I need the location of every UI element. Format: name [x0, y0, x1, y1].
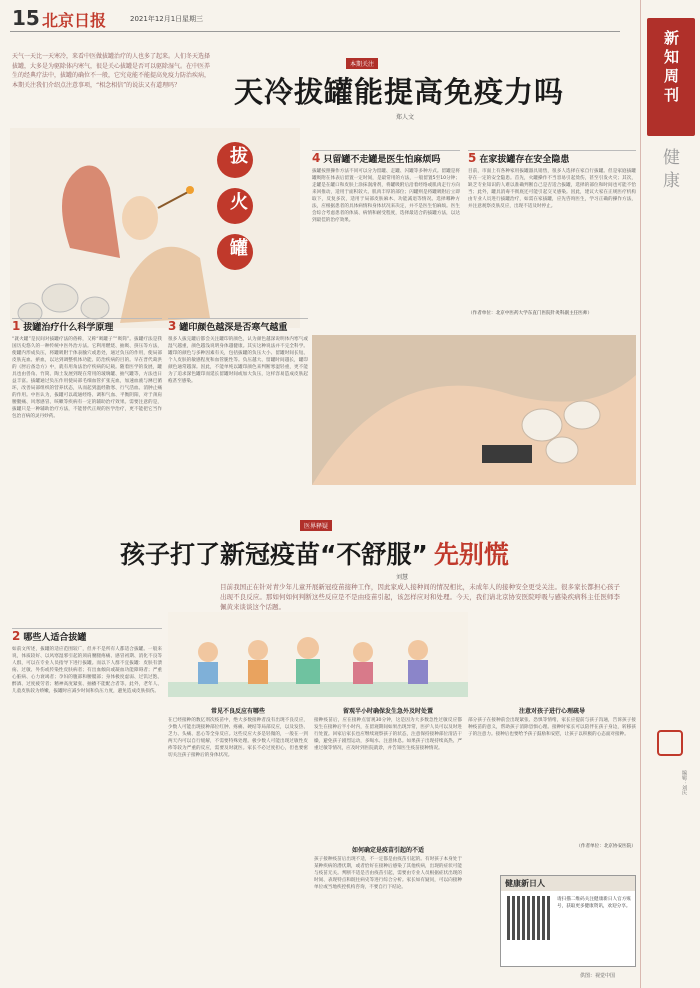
- paper-name: 北京日报: [42, 11, 107, 30]
- vertical-caption: 拔火罐: [227, 146, 248, 284]
- vaccine-body-1: 在已经接种的数亿剂次疫苗中，绝大多数接种者没有出现不良反应，少数人可能出现接种部位红肿、疼痛、硬结等局部反应，以及发热、乏力、头痛、恶心等全身反应。这些反应大多是轻微的，一般在一到两天内可以自行缓解，不需要特殊处理。极少数人可能出现过敏性皮疹等较为严重的反应，需要及时就医。家长不必过度担心，但也要密切关注孩子接种后的身体状况。: [168, 718, 308, 758]
- editor-credit: 编辑：刘庆: [681, 770, 687, 795]
- qr-box: [500, 875, 636, 967]
- second-author: 刘慧: [396, 574, 409, 581]
- qr-code[interactable]: [507, 896, 551, 940]
- section-1-title: 拔罐治疗什么科学原理: [23, 323, 114, 333]
- second-title-main: 孩子打了新冠疫苗“不舒服”: [120, 540, 428, 569]
- section-3-number: 3: [168, 319, 177, 333]
- section-4-number: 4: [312, 151, 321, 165]
- lead-intro-text: 天气一天比一天寒冷，来看中医做拔罐治疗的人也多了起来。人们冬天选择拔罐，大多是为驱除体内寒气，很是关心拔罐是否可以驱除湿气。在中医养生的经典疗法中，拔罐的确位不一般，它究竟能不能提高免疫力防治疾病，本期关注我们介绍点注意事项，“相念相信”的说法又有道理吗？: [12, 53, 211, 89]
- section-2-number: 2: [12, 629, 21, 643]
- section-4-title: 只留罐不走罐是医生怕麻烦吗: [323, 155, 441, 165]
- section-5-byline: （作者单位：北京中医药大学东直门医院针灸科副主任医师）: [468, 311, 593, 316]
- section-3-body: 很多人拔完罐后都会关注罐印的颜色，认为颜色越深说明体内寒气或湿气越重，颜色越浅说明身体越健康。其实这种说法并不完全科学。罐印的颜色与多种因素有关，包括拔罐的负压大小、留罐时间长短、个人皮肤的敏感程度和血管脆性等。负压越大、留罐时间越长，罐印颜色通常越深。因此，不能单纯以罐印颜色来判断寒湿轻重，更不能为了追求深色罐印而延长留罐时间或加大负压，这样容易造成皮肤起疱甚至感染。: [168, 337, 308, 384]
- lead-tag: 本期关注: [346, 58, 378, 69]
- qr-title: 健康新日人: [501, 876, 635, 891]
- cupping-photo-svg: [312, 335, 636, 485]
- vaccine-author-unit: （作者单位：北京协安医院）: [576, 844, 636, 849]
- vaccine-body-2: 接种疫苗后，应在接种点留观30分钟，这是因为大多数急性过敏反应都发生在接种后半小时内，在留观期间如果出现异常，医护人员可以及时进行处置。回家后家长也应继续观察孩子的状态，注意保持接种部位清洁干燥，避免孩子剧烈运动，多喝水、注意休息。如果孩子出现持续高热、严重过敏等情况，应及时到医院就诊，并告知医生疫苗接种情况。: [314, 718, 462, 751]
- section-3-title: 罐印颜色越深是否寒气越重: [179, 323, 288, 333]
- vaccine-sub-4: 注意对孩子进行心理疏导: [518, 708, 585, 715]
- section-name: 新知周刊: [662, 30, 680, 106]
- section-badge: [647, 18, 695, 136]
- issue-weekday: 星期三: [182, 15, 203, 23]
- section-5-body: 目前，市面上有各种家用拔罐器具销售，很多人选择在家自行拔罐。但是家庭拔罐存在一定的安全隐患。首先，火罐操作不当容易引起烫伤，甚至引发火灾；其次，缺乏专业知识的人难以准确判断自己是否适合拔罐，选择的部位和时间也可能不恰当；此外，罐具消毒不彻底还可能引起交叉感染。因此，建议大家在正规医疗机构由专业人员进行拔罐治疗，如需在家拔罐，应先咨询医生，学习正确的操作方法，并注意观察皮肤反应，出现不适及时停止。: [468, 169, 636, 209]
- section-1-number: 1: [12, 319, 21, 333]
- vaccine-sub-3: 如何确定是疫苗引起的不适: [351, 847, 424, 854]
- section-sub: 健康: [659, 148, 679, 194]
- lead-intro: [12, 52, 210, 126]
- illustration-svg: [10, 128, 300, 328]
- lead-title: 天冷拔罐能提高免疫力吗: [234, 75, 565, 109]
- issue-date: 2021年12月1日: [130, 15, 183, 23]
- section-3: [168, 318, 308, 620]
- lead-illustration: [10, 128, 300, 328]
- section-2-body: 如前文所述，拔罐的适应范围较广，但并不是所有人都适合拔罐。一般来说，体质较好、以风寒湿邪引起的颈肩腰腿疼痛、感冒初期、消化不良等人群，可以在专业人员指导下进行拔罐。而以下人群不宜拔罐：皮肤有溃疡、过敏、外伤或传染性皮肤病者；有出血倾向或凝血功能障碍者；严重心脏病、心力衰竭者；孕妇的腹部和腰骶部；身体极度虚弱、过饥过饱、醉酒、过度疲劳者；精神高度紧张、抽搐不能配合者等。此外，老年人、儿童皮肤较为娇嫩，拔罐时应减少时间和负压力度，避免造成皮肤损伤。: [12, 647, 162, 694]
- masthead: [10, 6, 620, 32]
- second-title-red: 先别慌: [433, 540, 509, 569]
- photo-credit: 供图：视觉中国: [580, 973, 616, 979]
- vaccine-col-1: [168, 706, 308, 984]
- vaccine-col-3: [468, 706, 636, 866]
- page-number: 15: [12, 6, 40, 30]
- second-intro: 目前我国正在针对青少年儿童开展新冠疫苗接种工作，因此家成人接种间的情况相比，未成年人的接种安全更受关注。很多家长都担心孩子出现不良反应。那如何如何判断这些反应是不是由疫苗引起，该怎样应对和处理。今天，我们请北京协安医院呼吸与感染疾病科主任医师李佩黄来谈谈这个话题。: [220, 583, 620, 611]
- section-5-title: 在家拔罐存在安全隐患: [479, 155, 570, 165]
- vaccine-illustration: [168, 612, 468, 697]
- vaccine-col-2: [314, 706, 462, 984]
- section-column: [640, 0, 700, 988]
- section-seal: [657, 730, 683, 756]
- second-title: [120, 535, 509, 571]
- lead-author: 郑人文: [396, 114, 415, 121]
- section-2-title: 哪些人适合拔罐: [23, 633, 87, 643]
- vaccine-illustration-svg: [168, 612, 468, 697]
- vaccine-sub-1: 常见不良反应有哪些: [210, 708, 265, 715]
- section-1: [12, 318, 162, 620]
- vaccine-body-3: 孩子接种疫苗后出现不适，不一定都是由疫苗引起的。有时孩子本身处于某种疾病的潜伏期，或者恰好在接种后感染了其他疾病，出现的症状可能与疫苗无关。判断不适是否由疫苗引起，需要由专业人员根据症状出现的时间、表现特点和既往病史等进行综合分析。家长如有疑问，可以向接种单位或当地疾控机构咨询，不要自行下结论。: [314, 857, 462, 890]
- second-tag: 医界释疑: [300, 520, 332, 531]
- section-2: [12, 628, 162, 978]
- vaccine-sub-2: 留观半小时确保发生急外及时处置: [342, 708, 433, 715]
- vaccine-body-4: 部分孩子在接种前会出现紧张、恐惧等情绪，家长应提前与孩子沟通，告诉孩子接种疫苗的意义，帮助孩子消除恐惧心理。接种时家长可以陪伴在孩子身边，转移孩子的注意力。接种后也要给予孩子鼓励和安慰，让孩子以积极的心态面对接种。: [468, 718, 636, 737]
- section-4-body: 拔罐按照操作方法不同可以分为留罐、走罐、闪罐等多种方式。留罐是将罐吸附在体表后留置一定时间，是最常用的方法，一般留置5至10分钟；走罐是在罐口和皮肤上涂抹润滑剂，将罐吸附后沿着经络或肌肉走行方向来回推动，适用于面积较大、肌肉丰厚的部位；闪罐则是将罐吸附后立即取下，反复多次，适用于局部皮肤麻木、功能减退等情况。选择哪种方法，应根据患者的具体病情和身体状况来决定，并不是医生怕麻烦。医生会综合考虑患者的体质、病情和耐受程度，选择最适合的拔罐方法，以达到最佳的治疗效果。: [312, 169, 460, 223]
- section-1-body: “就火罐”是民间对拔罐疗法的俗称，又称“吸罐子”“吸筒”。拔罐疗法是我国历史悠久的一种传统中医外治方法。它利用燃烧、抽吸、挤压等方法，使罐内形成负压，将罐吸附于体表腧穴或患处，通过负压的作用，使局部皮肤充血、瘀血，以达到调整机体功能、防治疾病的目的。早在晋代葛洪的《肘后备急方》中，就有用角法治疗疾病的记载。随着医学的发展，罐具也由兽角、竹筒、陶土发展到现在常用的玻璃罐、抽气罐等，方法也日益丰富。拔罐通过负压作用使局部毛细血管扩张充血，加速血液与淋巴循环，改善局部组织的营养状态，从而起到温经散寒、行气活血、消肿止痛的作用。中医认为，拔罐可以疏通经络、调和气血、平衡阴阳，对于颈肩腰腿痛、风寒感冒、咳嗽等疾病有一定的辅助治疗效果。需要注意的是，拔罐只是一种辅助治疗方法，不能替代正规的医学治疗，更不能把它当作包治百病的灵丹妙药。: [12, 337, 162, 419]
- qr-text: 请扫描二维码关注健康新日人官方账号，获取更多健康资讯，欢迎分享。: [557, 897, 631, 909]
- page-footer-info: [681, 770, 688, 980]
- cupping-photo: [312, 335, 636, 485]
- section-5: [468, 150, 636, 330]
- section-5-number: 5: [468, 151, 477, 165]
